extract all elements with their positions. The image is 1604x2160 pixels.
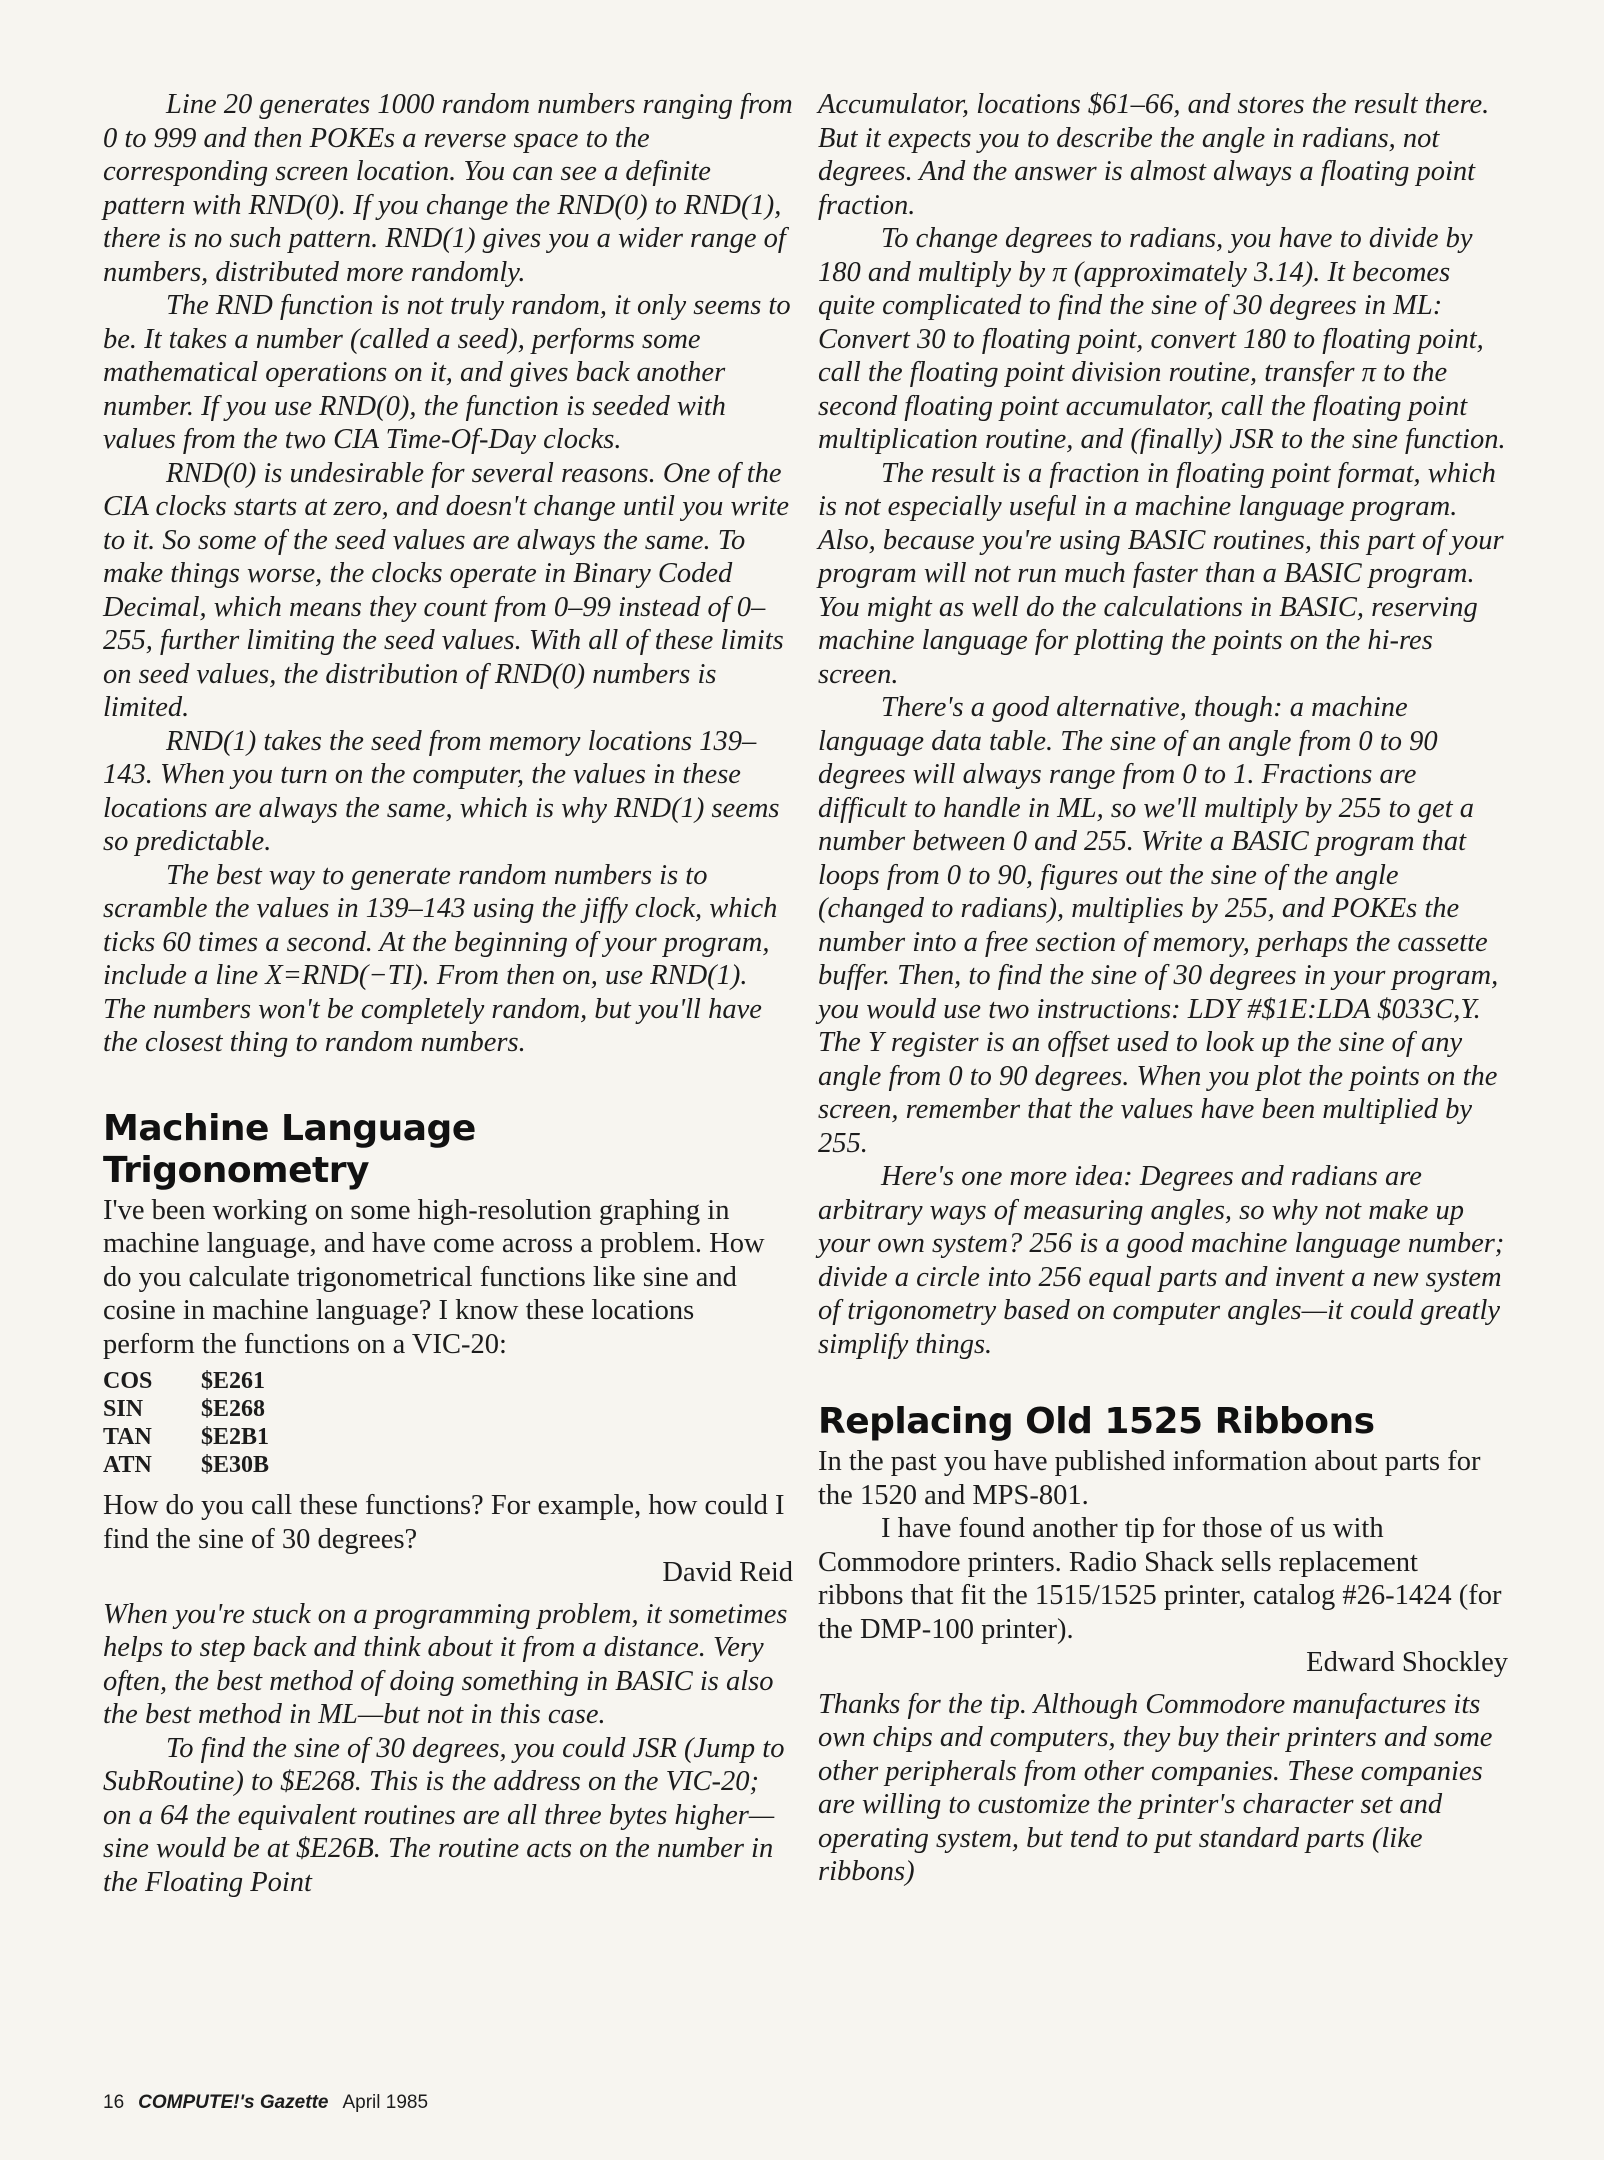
page-footer xyxy=(103,2092,428,2114)
letter-radio-shack-tip: I have found another tip for those of us with Commodore printers. Radio Shack sells replacement ribbons that fit the 1515/1525 printer, catalog #26-1424 (for the DMP-100 printer). xyxy=(818,1513,1502,1645)
letter-past-published: In the past you have published information about parts for the 1520 and MPS-801. xyxy=(818,1446,1481,1511)
signature-david-reid: David Reid xyxy=(662,1557,793,1588)
register-address: $E261 xyxy=(201,1368,266,1394)
letter-question-call: How do you call these functions? For example, how could I find the sine of 30 degrees? xyxy=(103,1490,785,1555)
paragraph-rnd1-seed: RND(1) takes the seed from memory locations 139–143. When you turn on the computer, the values in these locations are always the same, which is why RND(1) seems so predictable. xyxy=(103,725,780,857)
answer-thanks: Thanks for the tip. Although Commodore manufactures its own chips and computers, they buy their printers and some other peripherals from other companies. These companies are willing to customize the printer's character set and operating system, but tend to put standard parts (like ribbons) xyxy=(818,1688,1493,1887)
letter-question-trig: I've been working on some high-resolution graphing in machine language, and have come across a problem. How do you calculate trigonometrical functions like sine and cosine in machine language? I know these locations perform the functions on a VIC-20: xyxy=(103,1194,765,1360)
paragraph-result-fraction: The result is a fraction in floating point format, which is not especially useful in a machine language program. Also, because you're using BASIC routines, this part of your program will not run much faster than a BASIC program. You might as well do the calculations in BASIC, reserving machine language for plotting the points on the hi-res screen. xyxy=(818,457,1504,690)
register-address: $E30B xyxy=(201,1452,270,1478)
magazine-name: COMPUTE!'s Gazette xyxy=(138,2092,329,2113)
paragraph-best-way: The best way to generate random numbers is to scramble the values in 139–143 using the jiffy clock, which ticks 60 times a second. At the beginning of your program, include a line X=RND(−TI). From then on, use RND(1). The numbers won't be completely random, but you'll have the closest thing to random numbers. xyxy=(103,859,778,1058)
paragraph-rnd0-undesirable: RND(0) is undesirable for several reasons. One of the CIA clocks starts at zero, and doesn't change until you write to it. So some of the seed values are always the same. To make things worse, the clocks operate in Binary Coded Decimal, which means they count from 0–99 instead of 0–255, further limiting the seed values. With all of these limits on seed values, the distribution of RND(0) numbers is limited. xyxy=(103,457,790,723)
register-name: TAN xyxy=(103,1424,152,1450)
heading-line-1: Machine Language xyxy=(103,1107,476,1149)
register-table xyxy=(103,1367,269,1479)
table-row xyxy=(103,1367,269,1395)
table-row xyxy=(103,1451,269,1479)
answer-jsr: To find the sine of 30 degrees, you could JSR (Jump to SubRoutine) to $E268. This is the address on the VIC-20; on a 64 the equivalent routines are all three bytes higher—sine would be at $E26B. The routine acts on the number in the Floating Point xyxy=(103,1732,785,1898)
page-number: 16 xyxy=(103,2092,125,2113)
paragraph-data-table: There's a good alternative, though: a machine language data table. The sine of an angle from 0 to 90 degrees will always range from 0 to 1. Fractions are difficult to handle in ML, so we'll multiply by 255 to get a number between 0 and 255. Write a BASIC program that loops from 0 to 90, figures out the sine of the angle (changed to radians), multiplies by 255, and POKEs the number into a free section of memory, perhaps the cassette buffer. Then, to find the sine of 30 degrees in your program, you would use two instructions: LDY #$1E:LDA $033C,Y. The Y register is an offset used to look up the sine of any angle from 0 to 90 degrees. When you plot the points on the screen, remember that the values have been multiplied by 255. xyxy=(818,692,1499,1159)
paragraph-degrees-radians: To change degrees to radians, you have to divide by 180 and multiply by π (approximately 3.14). It becomes quite complicated to find the sine of 30 degrees in ML: Convert 30 to floating point, convert 180 to floating point, call the floating point division routine, transfer π to the second floating point accumulator, call the floating point multiplication routine, and (finally) JSR to the sine function. xyxy=(818,223,1506,455)
paragraph-one-more-idea: Here's one more idea: Degrees and radians are arbitrary ways of measuring angles, so why not make up your own system? 256 is a good machine language number; divide a circle into 256 equal parts and invent a new system of trigonometry based on computer angles—it could greatly simplify things. xyxy=(818,1161,1505,1360)
paragraph-rnd-seed: The RND function is not truly random, it only seems to be. It takes a number (called a seed), performs some mathematical operations on it, and gives back another number. If you use RND(0), the function is seeded with values from the two CIA Time-Of-Day clocks. xyxy=(103,290,791,455)
register-name: SIN xyxy=(103,1396,144,1422)
table-row xyxy=(103,1423,269,1451)
paragraph-accumulator: Accumulator, locations $61–66, and stores the result there. But it expects you to describe the angle in radians, not degrees. And the answer is almost always a floating point fraction. xyxy=(818,89,1490,221)
register-address: $E2B1 xyxy=(201,1424,270,1450)
paragraph-rnd-line20: Line 20 generates 1000 random numbers ranging from 0 to 999 and then POKEs a reverse space to the corresponding screen location. You can see a definite pattern with RND(0). If you change the RND(0) to RND(1), there is no such pattern. RND(1) gives you a wider range of numbers, distributed more randomly. xyxy=(103,89,793,288)
heading-replacing-ribbons: Replacing Old 1525 Ribbons xyxy=(818,1401,1375,1442)
left-column xyxy=(103,88,793,1899)
issue-date: April 1985 xyxy=(342,2092,429,2113)
signature-edward-shockley: Edward Shockley xyxy=(1306,1647,1508,1678)
table-row xyxy=(103,1395,269,1423)
heading-machine-language-trigonometry xyxy=(103,1108,793,1192)
register-name: COS xyxy=(103,1368,153,1394)
heading-line-2: Trigonometry xyxy=(103,1149,369,1191)
register-address: $E268 xyxy=(201,1396,266,1422)
right-column xyxy=(818,88,1508,1889)
answer-stuck: When you're stuck on a programming problem, it sometimes helps to step back and think about it from a distance. Very often, the best method of doing something in BASIC is also the best method in ML—but not in this case. xyxy=(103,1598,788,1730)
register-name: ATN xyxy=(103,1452,152,1478)
